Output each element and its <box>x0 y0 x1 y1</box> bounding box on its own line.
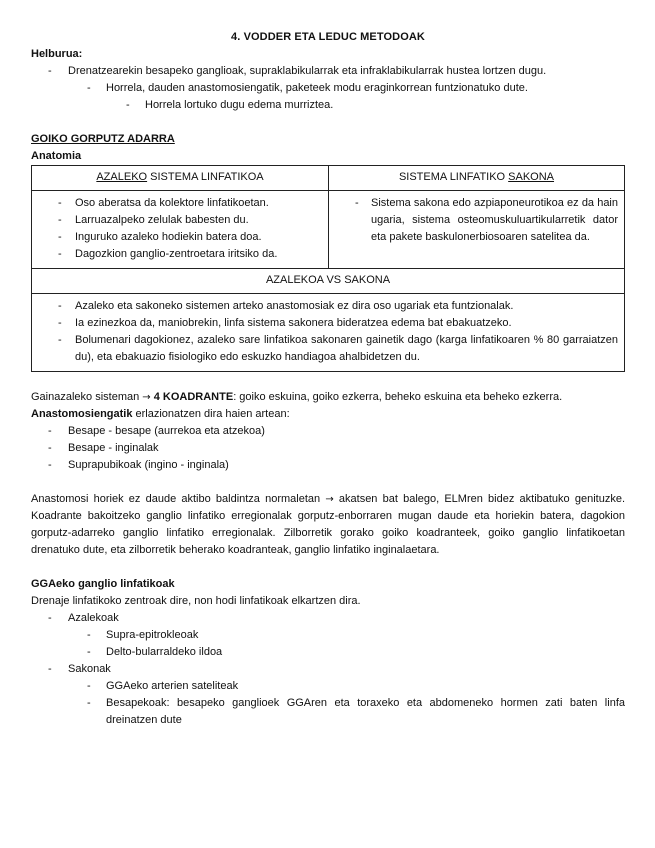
section-heading: GOIKO GORPUTZ ADARRA <box>31 133 175 145</box>
page-title: 4. VODDER ETA LEDUC METODOAK <box>231 31 425 43</box>
anastomosi-list <box>31 423 625 474</box>
list-item: - Oso aberatsa da kolektore linfatikoetan. <box>38 195 322 212</box>
anastomosi-line: Anastomosiengatik erlazionatzen dira haien artean: <box>31 408 290 420</box>
gga-intro: Drenaje linfatikoko zentroak dire, non hodi linfatikoak elkartzen dira. <box>31 595 361 607</box>
list-item: - Suprapubikoak (ingino - inginala) <box>31 457 625 474</box>
vs-cell <box>32 294 625 372</box>
list-item: - Bolumenari dagokionez, azaleko sare linfatikoa sakonaren gainetik dago (karga linfatikoaren % 80 garraiatzen du), eta ebakuazio fisiologiko edo eskuzko handiagoa ahalbidetzen du. <box>38 332 618 366</box>
sakona-cell <box>329 191 625 269</box>
helburua-label: Helburua: <box>31 48 83 60</box>
list-item: - GGAeko arterien sateliteak <box>31 678 625 695</box>
arrow-icon: → <box>142 392 151 403</box>
list-item: - Besape - inginalak <box>31 440 625 457</box>
section-subheading: Anatomia <box>31 150 82 162</box>
gga-heading: GGAeko ganglio linfatikoak <box>31 578 175 590</box>
anastomosi-paragraph: Anastomosi horiek ez daude aktibo baldintza normaletan → akatsen bat balego, ELMren bidez aktibatuko genituzke. Koadrante bakoitzeko ganglio linfatiko erregionalak gorputz-enborraren mugan daude eta horiekin batera, dagokion gorputz-adarreko ganglio linfatiko erregionalak. Zilborretik gorako goiko koadranteek, goiko ganglio linfatikoetan drenatuko dute, eta zilborretik beherako koadranteak, ganglio linfatiko inginalaetara. <box>31 493 625 556</box>
list-item: - Ia ezinezkoa da, maniobrekin, linfa sistema sakonera bideratzea edema bat ebakuatzeko. <box>38 315 618 332</box>
list-item: - Sakonak <box>31 661 625 678</box>
table-header-sakona: SISTEMA LINFATIKO SAKONA <box>329 166 625 191</box>
list-item: - Sistema sakona edo azpiaponeurotikoa ez da hain ugaria, sistema osteomuskuluartikularretik dator eta pakete baskulonerbiosoaren satelitea da. <box>335 195 618 246</box>
list-item: - Dagozkion ganglio-zentroetara iritsiko da. <box>38 246 322 263</box>
list-item: - Larruazalpeko zelulak babesten du. <box>38 212 322 229</box>
list-item: - Supra-epitrokleoak <box>31 627 625 644</box>
vs-header: AZALEKOA VS SAKONA <box>32 269 625 294</box>
list-item: - Besape - besape (aurrekoa eta atzekoa) <box>31 423 625 440</box>
azaleko-cell <box>32 191 329 269</box>
anatomy-table <box>31 165 625 372</box>
list-item: - Drenatzearekin besapeko ganglioak, supraklabikularrak eta infraklabikularrak hustea lortzen dugu. <box>31 63 625 80</box>
koadrante-line: Gainazaleko sisteman → 4 KOADRANTE: goiko eskuina, goiko ezkerra, beheko eskuina eta beheko ezkerra. <box>31 391 563 403</box>
list-item: - Delto-bularraldeko ildoa <box>31 644 625 661</box>
list-item: - Inguruko azaleko hodiekin batera doa. <box>38 229 322 246</box>
table-header-azaleko: AZALEKO SISTEMA LINFATIKOA <box>32 166 329 191</box>
document-page <box>31 29 625 729</box>
list-item: - Azaleko eta sakoneko sistemen arteko anastomosiak ez dira oso ugariak eta funtzionalak. <box>38 298 618 315</box>
helburua-list <box>31 63 625 114</box>
list-item: - Horrela, dauden anastomosiengatik, paketeek modu eraginkorrean funtzionatuko dute. <box>31 80 625 97</box>
arrow-icon: → <box>325 494 334 505</box>
list-item: - Horrela lortuko dugu edema murriztea. <box>31 97 625 114</box>
gga-list <box>31 610 625 729</box>
list-item: - Besapekoak: besapeko ganglioek GGAren eta toraxeko eta abdomeneko hormen zati baten linfa dreinatzen dute <box>31 695 625 729</box>
list-item: - Azalekoak <box>31 610 625 627</box>
